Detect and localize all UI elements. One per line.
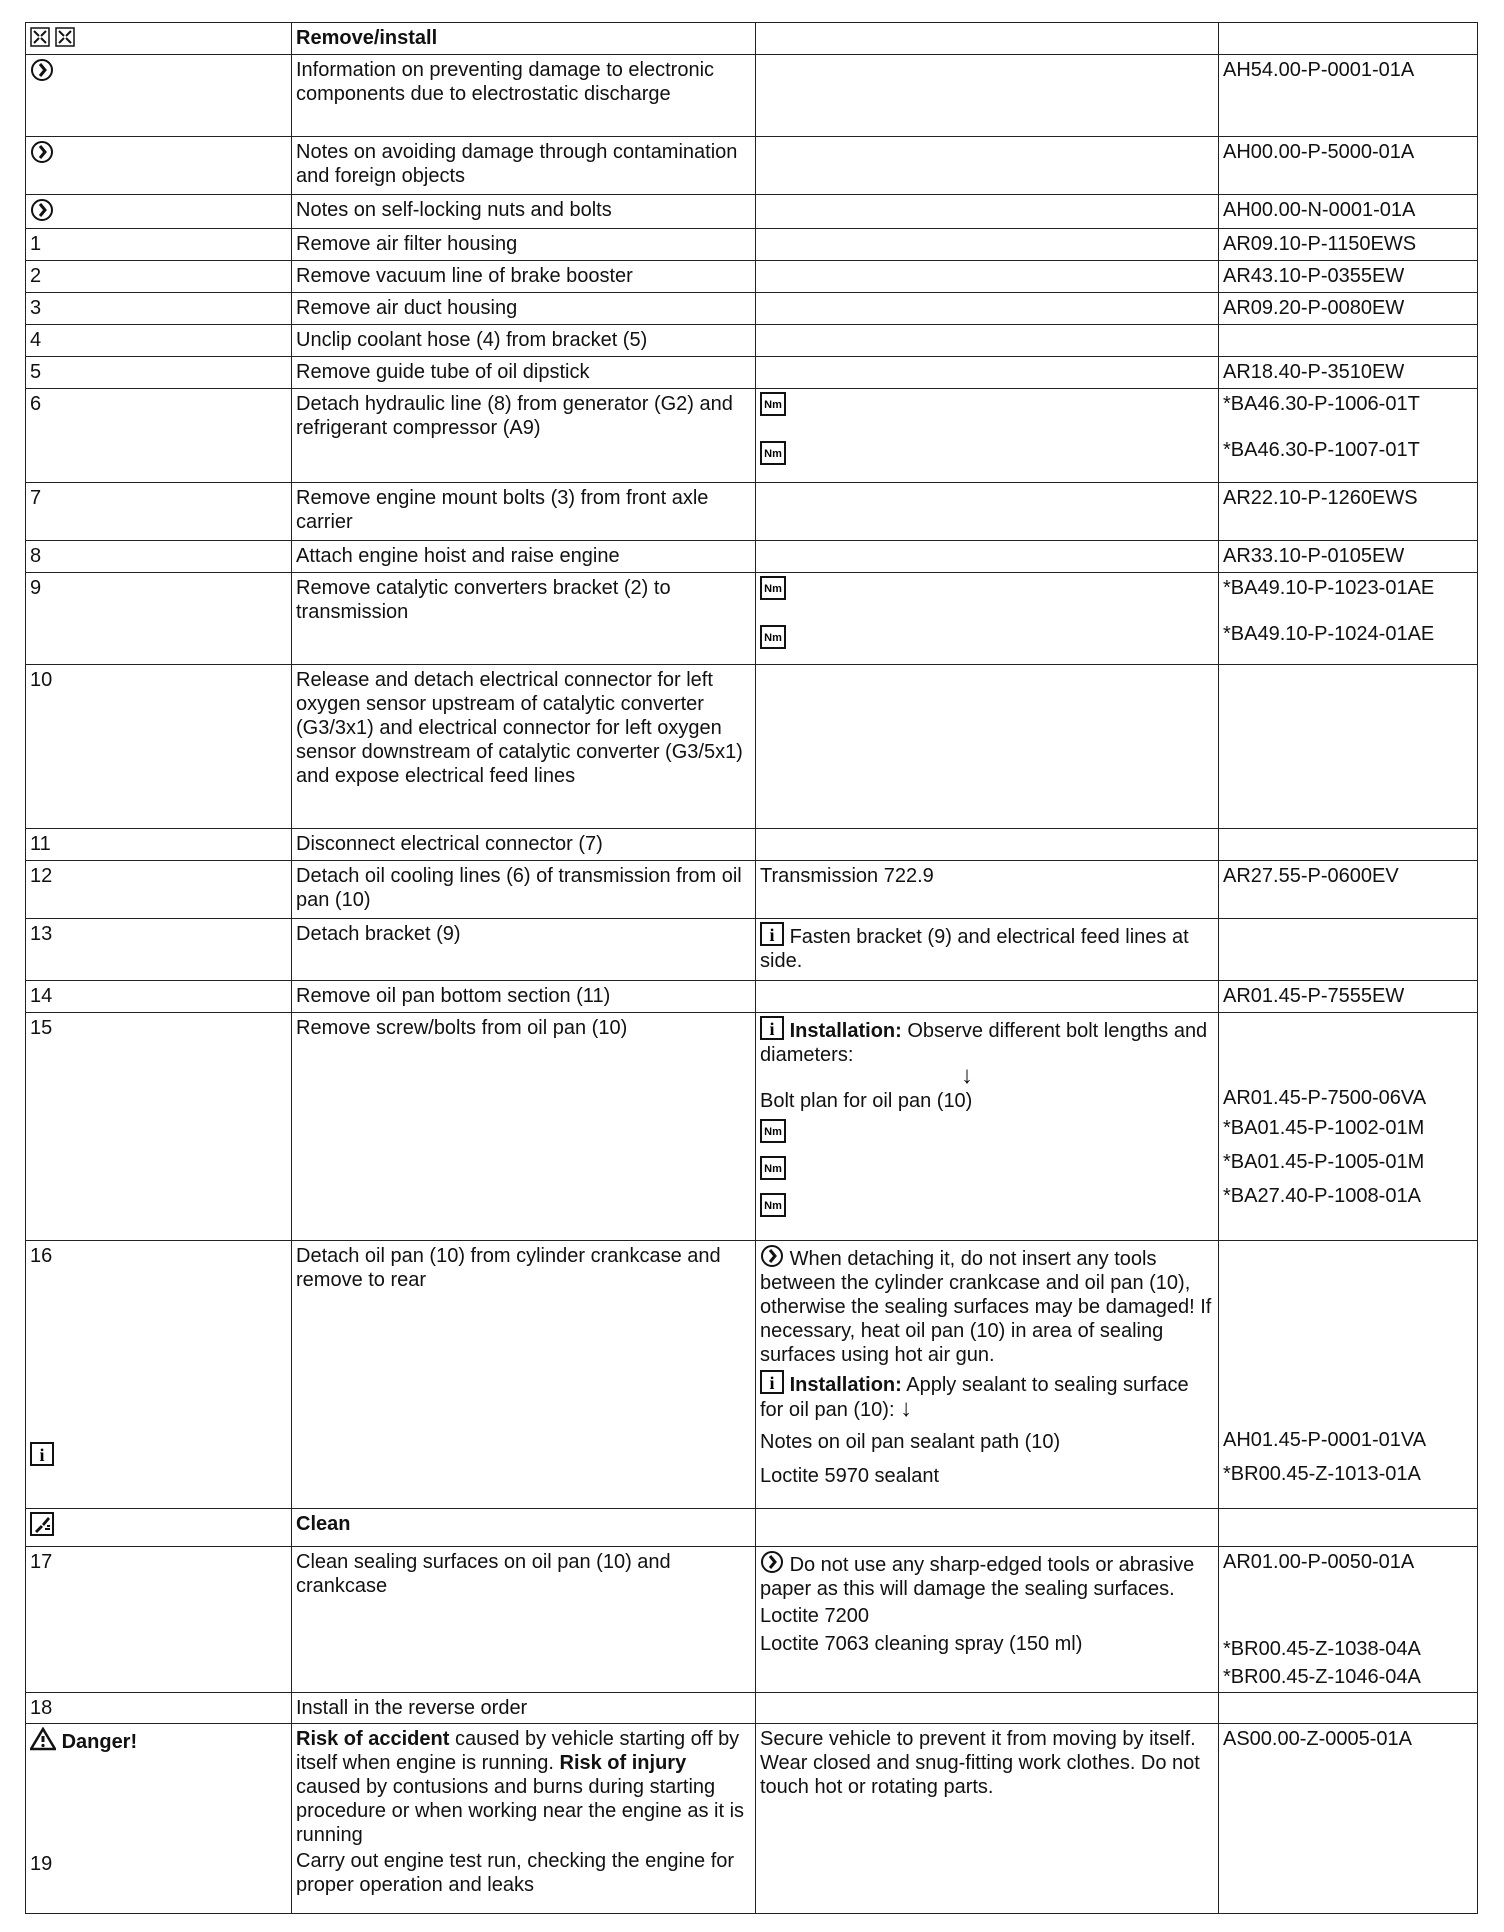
torque-ref: *BA49.10-P-1024-01AE <box>1223 623 1435 645</box>
note-row <box>26 55 1478 137</box>
step-row <box>26 1693 1478 1724</box>
section-title: Remove/install <box>292 23 756 55</box>
step-ref: AR27.55-P-0600EV <box>1219 861 1478 919</box>
step-note: Apply sealant to sealing surface for oil pan (10): <box>760 1374 1189 1421</box>
material-text: Loctite 7063 cleaning spray (150 ml) <box>760 1633 1083 1655</box>
step-row <box>26 573 1478 665</box>
note-ref: AH00.00-P-5000-01A <box>1219 137 1478 195</box>
safety-measure: Wear closed and snug-fitting work clothes. Do not touch hot or rotating parts. <box>760 1752 1200 1798</box>
step-text: Clean sealing surfaces on oil pan (10) and crankcase <box>292 1547 756 1693</box>
sealant-ref: *BR00.45-Z-1013-01A <box>1223 1463 1421 1485</box>
step-text: Remove air duct housing <box>292 293 756 325</box>
step-ref: AR33.10-P-0105EW <box>1219 541 1478 573</box>
safety-measure: Secure vehicle to prevent it from moving by itself. <box>760 1728 1196 1750</box>
torque-ref: *BA49.10-P-1023-01AE <box>1223 577 1435 599</box>
torque-ref: *BA01.45-P-1005-01M <box>1223 1151 1425 1173</box>
step-number: 10 <box>26 665 292 829</box>
step-row <box>26 665 1478 829</box>
note-text: Notes on self-locking nuts and bolts <box>292 195 756 229</box>
clean-header-row <box>26 1509 1478 1547</box>
step-row <box>26 293 1478 325</box>
torque-nm-icon <box>760 441 786 465</box>
notice-icon <box>30 58 54 82</box>
step-note: Observe different bolt lengths and diameters: <box>760 1020 1208 1066</box>
step-number: 1 <box>26 229 292 261</box>
torque-nm-icon <box>760 1193 786 1217</box>
remove-install-icon <box>30 27 76 47</box>
installation-label: Installation: <box>789 1374 902 1396</box>
svg-text:Nm: Nm <box>764 399 782 411</box>
step-number: 7 <box>26 483 292 541</box>
step-text: Unclip coolant hose (4) from bracket (5) <box>292 325 756 357</box>
torque-ref: *BA46.30-P-1006-01T <box>1223 393 1420 415</box>
info-icon <box>30 1442 54 1466</box>
step-number: 5 <box>26 357 292 389</box>
step-row <box>26 829 1478 861</box>
step-number: 17 <box>26 1547 292 1693</box>
section-title: Clean <box>292 1509 756 1547</box>
step-text: Remove oil pan bottom section (11) <box>292 981 756 1013</box>
step-number: 18 <box>26 1693 292 1724</box>
step-text: Remove vacuum line of brake booster <box>292 261 756 293</box>
step-text: Carry out engine test run, checking the engine for proper operation and leaks <box>296 1850 735 1896</box>
safety-ref: AS00.00-Z-0005-01A <box>1219 1724 1478 1914</box>
step-text: Remove screw/bolts from oil pan (10) <box>292 1013 756 1241</box>
info-icon <box>760 922 784 946</box>
risk-accident-label: Risk of accident <box>296 1728 450 1750</box>
step-row <box>26 541 1478 573</box>
step-text: Remove air filter housing <box>292 229 756 261</box>
step-number: 13 <box>26 919 292 981</box>
risk-injury-text: caused by contusions and burns during starting procedure or when working near the engine as it is running <box>296 1776 745 1846</box>
step-row <box>26 389 1478 483</box>
torque-ref: *BA01.45-P-1002-01M <box>1223 1117 1425 1139</box>
svg-text:Nm: Nm <box>764 583 782 595</box>
step-number: 11 <box>26 829 292 861</box>
svg-text:i: i <box>39 1445 45 1465</box>
procedure-table <box>25 22 1478 1914</box>
clean-icon <box>30 1512 54 1536</box>
step-number: 15 <box>26 1013 292 1241</box>
step-text: Remove catalytic converters bracket (2) to transmission <box>292 573 756 665</box>
note-row <box>26 195 1478 229</box>
svg-text:i: i <box>769 925 775 945</box>
step-number: 12 <box>26 861 292 919</box>
step-note: Transmission 722.9 <box>756 861 1219 919</box>
sealant-path-ref: AH01.45-P-0001-01VA <box>1223 1429 1427 1451</box>
svg-text:Nm: Nm <box>764 1163 782 1175</box>
step-text: Detach hydraulic line (8) from generator (G2) and refrigerant compressor (A9) <box>292 389 756 483</box>
notice-icon <box>30 198 54 222</box>
notice-icon <box>760 1550 784 1574</box>
step-number: 16 <box>30 1245 53 1267</box>
step-row <box>26 483 1478 541</box>
step-text: Disconnect electrical connector (7) <box>292 829 756 861</box>
risk-accident-text: caused by vehicle starting off by itself when engine is running. <box>296 1728 740 1774</box>
svg-text:Nm: Nm <box>764 1200 782 1212</box>
step-number: 2 <box>26 261 292 293</box>
step-ref: AR18.40-P-3510EW <box>1219 357 1478 389</box>
danger-label: Danger! <box>61 1731 138 1753</box>
step-row <box>26 261 1478 293</box>
info-icon <box>760 1370 784 1394</box>
step-text: Attach engine hoist and raise engine <box>292 541 756 573</box>
step-ref: AR43.10-P-0355EW <box>1219 261 1478 293</box>
step-text: Remove engine mount bolts (3) from front axle carrier <box>292 483 756 541</box>
step-text: Release and detach electrical connector for left oxygen sensor upstream of catalytic converter (G3/3x1) and electrical connector for left oxygen sensor downstream of catalytic converter (G3/5x1) and expose electrical feed lines <box>292 665 756 829</box>
step-ref: AR09.10-P-1150EWS <box>1219 229 1478 261</box>
material-text: Loctite 7200 <box>760 1605 869 1627</box>
step-number: 14 <box>26 981 292 1013</box>
down-arrow-icon: ↓ <box>900 1395 913 1422</box>
danger-warning-icon <box>30 1727 56 1751</box>
step-ref: AR09.20-P-0080EW <box>1219 293 1478 325</box>
step-row <box>26 919 1478 981</box>
warning-note: Do not use any sharp-edged tools or abrasive paper as this will damage the sealing surfaces. <box>760 1554 1195 1600</box>
step-note: Fasten bracket (9) and electrical feed lines at side. <box>760 926 1189 972</box>
torque-ref: *BA27.40-P-1008-01A <box>1223 1185 1421 1207</box>
bolt-plan-text: Bolt plan for oil pan (10) <box>760 1090 973 1112</box>
material-ref: *BR00.45-Z-1038-04A <box>1223 1638 1421 1660</box>
torque-ref: *BA46.30-P-1007-01T <box>1223 439 1420 461</box>
note-row <box>26 137 1478 195</box>
step-text: Detach oil pan (10) from cylinder crankcase and remove to rear <box>292 1241 756 1509</box>
step-text: Detach oil cooling lines (6) of transmission from oil pan (10) <box>292 861 756 919</box>
material-ref: *BR00.45-Z-1046-04A <box>1223 1666 1421 1688</box>
step-row <box>26 861 1478 919</box>
step-number: 6 <box>26 389 292 483</box>
note-text: Notes on avoiding damage through contamination and foreign objects <box>292 137 756 195</box>
danger-row <box>26 1724 1478 1914</box>
note-ref: AH54.00-P-0001-01A <box>1219 55 1478 137</box>
step-row <box>26 1547 1478 1693</box>
bolt-plan-ref: AR01.45-P-7500-06VA <box>1223 1087 1427 1109</box>
down-arrow-icon: ↓ <box>961 1062 973 1089</box>
step-ref: AR01.45-P-7555EW <box>1219 981 1478 1013</box>
remove-install-icons <box>26 23 292 55</box>
step-text: Remove guide tube of oil dipstick <box>292 357 756 389</box>
note-ref: AH00.00-N-0001-01A <box>1219 195 1478 229</box>
step-number: 4 <box>26 325 292 357</box>
step-row <box>26 229 1478 261</box>
step-ref: AR22.10-P-1260EWS <box>1219 483 1478 541</box>
step-number: 8 <box>26 541 292 573</box>
torque-nm-icon <box>760 576 786 600</box>
step-text: Detach bracket (9) <box>292 919 756 981</box>
note-text: Information on preventing damage to electronic components due to electrostatic discharge <box>292 55 756 137</box>
svg-text:Nm: Nm <box>764 632 782 644</box>
torque-nm-icon <box>760 625 786 649</box>
svg-text:i: i <box>769 1019 775 1039</box>
notice-icon <box>30 140 54 164</box>
step-row <box>26 1013 1478 1241</box>
header-row <box>26 23 1478 55</box>
installation-label: Installation: <box>789 1020 902 1042</box>
step-text: Install in the reverse order <box>292 1693 756 1724</box>
sealant-path-text: Notes on oil pan sealant path (10) <box>760 1431 1061 1453</box>
risk-injury-label: Risk of injury <box>559 1752 687 1774</box>
torque-nm-icon <box>760 1119 786 1143</box>
step-number: 19 <box>30 1853 53 1875</box>
torque-nm-icon <box>760 1156 786 1180</box>
info-icon <box>760 1016 784 1040</box>
step-number: 3 <box>26 293 292 325</box>
step-row <box>26 1241 1478 1509</box>
svg-text:i: i <box>769 1373 775 1393</box>
torque-nm-icon <box>760 392 786 416</box>
step-number: 9 <box>26 573 292 665</box>
svg-text:Nm: Nm <box>764 448 782 460</box>
svg-text:Nm: Nm <box>764 1126 782 1138</box>
step-row <box>26 325 1478 357</box>
step-ref: AR01.00-P-0050-01A <box>1223 1551 1415 1573</box>
step-row <box>26 357 1478 389</box>
sealant-text: Loctite 5970 sealant <box>760 1465 940 1487</box>
step-row <box>26 981 1478 1013</box>
notice-icon <box>760 1244 784 1268</box>
warning-note: When detaching it, do not insert any tools between the cylinder crankcase and oil pan (10), otherwise the sealing surfaces may be damaged! If necessary, heat oil pan (10) in area of sealing surfaces using hot air gun. <box>760 1248 1212 1366</box>
